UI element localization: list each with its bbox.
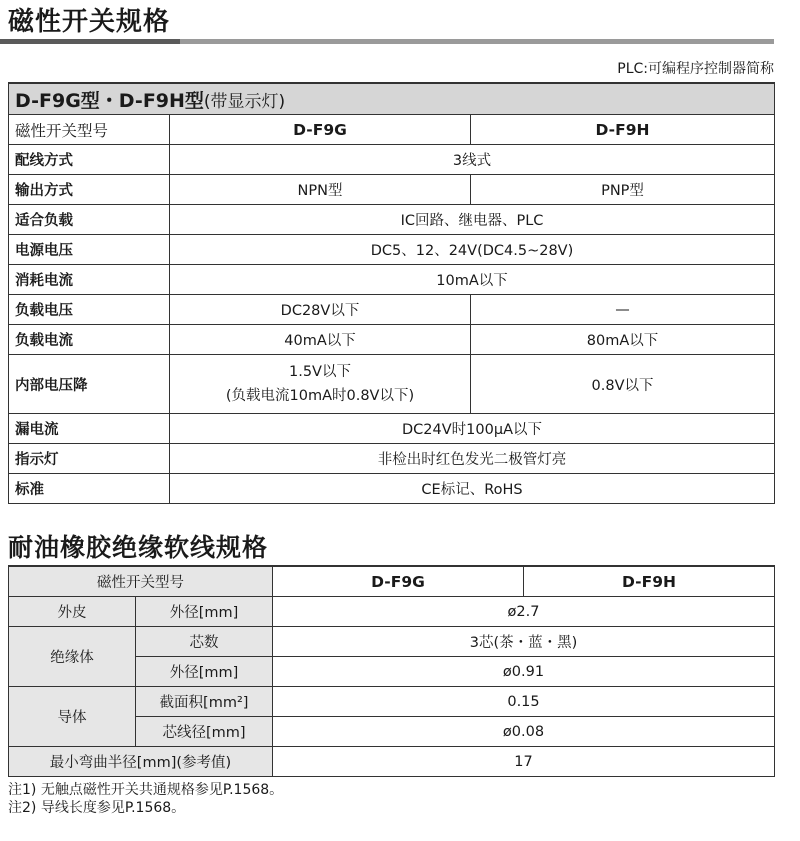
table-row xyxy=(9,474,775,504)
row-value: 3线式 xyxy=(170,145,775,175)
table-row xyxy=(9,566,775,597)
row-label: 磁性开关型号 xyxy=(9,115,170,145)
footnotes xyxy=(8,781,283,817)
row-label: 外径[mm] xyxy=(136,657,273,687)
table-row xyxy=(9,444,775,474)
value-line: 1.5V以下 xyxy=(289,364,351,380)
table-row xyxy=(9,295,775,325)
table-row xyxy=(9,687,775,717)
table-row xyxy=(9,325,775,355)
row-value: 3芯(茶・蓝・黑) xyxy=(273,627,775,657)
table-row xyxy=(9,145,775,175)
table-row xyxy=(9,355,775,414)
group-label: 导体 xyxy=(9,687,136,747)
table-title-row xyxy=(9,83,775,115)
table-row xyxy=(9,115,775,145)
table-title: D-F9G型・D-F9H型(带显示灯) xyxy=(9,83,775,115)
row-label: 消耗电流 xyxy=(9,265,170,295)
row-value: — xyxy=(471,295,775,325)
row-value: 80mA以下 xyxy=(471,325,775,355)
row-label: 内部电压降 xyxy=(9,355,170,414)
model-f9g: D-F9G xyxy=(273,566,524,597)
table-row xyxy=(9,627,775,657)
cable-spec-heading: 耐油橡胶绝缘软线规格 xyxy=(8,533,269,562)
row-value: 0.15 xyxy=(273,687,775,717)
heading-rule xyxy=(0,39,774,44)
row-value: 40mA以下 xyxy=(170,325,471,355)
table-row xyxy=(9,235,775,265)
row-label: 输出方式 xyxy=(9,175,170,205)
row-value: PNP型 xyxy=(471,175,775,205)
row-value xyxy=(170,355,471,414)
model-f9h: D-F9H xyxy=(524,566,775,597)
table-row xyxy=(9,175,775,205)
row-label: 负载电流 xyxy=(9,325,170,355)
switch-spec-table xyxy=(8,82,775,504)
row-value: CE标记、RoHS xyxy=(170,474,775,504)
row-value: 非检出时红色发光二极管灯亮 xyxy=(170,444,775,474)
model-f9g: D-F9G xyxy=(170,115,471,145)
group-label: 外皮 xyxy=(9,597,136,627)
group-label: 绝缘体 xyxy=(9,627,136,687)
row-label: 配线方式 xyxy=(9,145,170,175)
table-row xyxy=(9,747,775,777)
row-label: 漏电流 xyxy=(9,414,170,444)
row-value: NPN型 xyxy=(170,175,471,205)
row-label: 截面积[mm²] xyxy=(136,687,273,717)
model-f9h: D-F9H xyxy=(471,115,775,145)
plc-note: PLC:可编程序控制器简称 xyxy=(617,61,774,77)
row-value: ø2.7 xyxy=(273,597,775,627)
spec-heading: 磁性开关规格 xyxy=(8,7,171,37)
row-value: 17 xyxy=(273,747,775,777)
value-line: (负载电流10mA时0.8V以下) xyxy=(225,388,415,404)
table-row xyxy=(9,597,775,627)
row-value: DC24V时100μA以下 xyxy=(170,414,775,444)
row-value: IC回路、继电器、PLC xyxy=(170,205,775,235)
row-label: 最小弯曲半径[mm](参考值) xyxy=(9,747,273,777)
table-row xyxy=(9,205,775,235)
row-label: 芯数 xyxy=(136,627,273,657)
row-label: 外径[mm] xyxy=(136,597,273,627)
cable-spec-table xyxy=(8,565,775,777)
row-value: 0.8V以下 xyxy=(471,355,775,414)
row-label: 适合负载 xyxy=(9,205,170,235)
row-label: 电源电压 xyxy=(9,235,170,265)
row-label: 磁性开关型号 xyxy=(9,566,273,597)
row-value: 10mA以下 xyxy=(170,265,775,295)
row-label: 负载电压 xyxy=(9,295,170,325)
table-row xyxy=(9,265,775,295)
row-label: 标准 xyxy=(9,474,170,504)
row-label: 指示灯 xyxy=(9,444,170,474)
row-value: ø0.91 xyxy=(273,657,775,687)
table-row xyxy=(9,414,775,444)
row-value: ø0.08 xyxy=(273,717,775,747)
footnote: 注1) 无触点磁性开关共通规格参见P.1568。 xyxy=(8,782,284,798)
row-value: DC28V以下 xyxy=(170,295,471,325)
row-label: 芯线径[mm] xyxy=(136,717,273,747)
row-value: DC5、12、24V(DC4.5~28V) xyxy=(170,235,775,265)
footnote: 注2) 导线长度参见P.1568。 xyxy=(8,800,186,816)
